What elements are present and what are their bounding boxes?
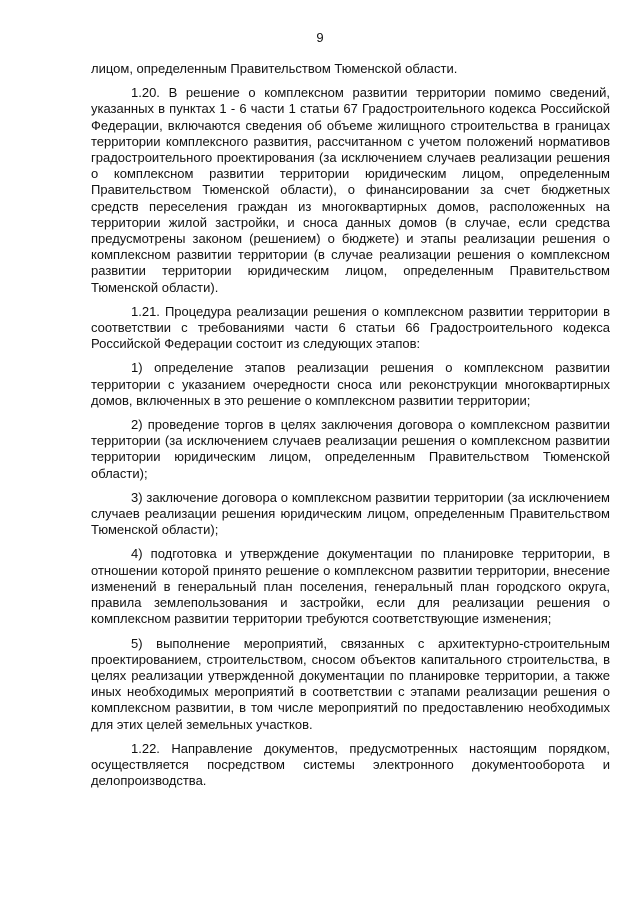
list-item-3: 3) заключение договора о комплексном развитии территории (за исключением случаев реализации решения юридическим лицом, определенным Правительством Тюменской области);	[91, 489, 610, 538]
list-item-1: 1) определение этапов реализации решения о комплексном развитии территории с указанием очередности сноса или реконструкции многоквартирных домов, включенных в это решение о комплексном развитии территории;	[91, 360, 610, 408]
page-number: 9	[316, 30, 324, 45]
list-item-4: 4) подготовка и утверждение документации по планировке территории, в отношении которой принято решение о комплексном развитии территории, внесение изменений в генеральный план поселения, генеральный план городского округа, правила землепользования и застройки, если для реализации решения о комплексном развитии территории требуются соответствующие изменения;	[91, 546, 610, 627]
list-item-5: 5) выполнение мероприятий, связанных с архитектурно-строительным проектированием, строительством, сносом объектов капитального строительства, в целях реализации утвержденной документации по планировке территории, а также иных необходимых мероприятий в соответствии с этапами реализации решения о комплексном развитии, в том числе мероприятий по предоставлению необходимых для этих целей земельных участков.	[91, 635, 610, 732]
paragraph-continuation: лицом, определенным Правительством Тюменской области.	[91, 61, 458, 76]
document-body	[91, 61, 610, 797]
paragraph-1-20: 1.20. В решение о комплексном развитии территории помимо сведений, указанных в пунктах 1 - 6 части 1 статьи 67 Градостроительного кодекса Российской Федерации, включаются сведения об объеме жилищного строительства в границах территории комплексного развития, рассчитанном с учетом положений нормативов градостроительного проектирования (за исключением случаев реализации решения о комплексном развитии территории юридическим лицом, определенным Правительством Тюменской области), о финансировании за счет бюджетных средств переселения граждан из многоквартирных домов, расположенных на территории жилой застройки, и сноса данных домов (в случае, если средства предусмотрены законом (решением) о бюджете) и этапы реализации решения о комплексном развитии территории (в случае реализации решения о комплексном развитии территории юридическим лицом, определенным Правительством Тюменской области).	[91, 85, 610, 295]
paragraph-1-22: 1.22. Направление документов, предусмотренных настоящим порядком, осуществляется посредством системы электронного документооборота и делопроизводства.	[91, 740, 610, 789]
list-item-2: 2) проведение торгов в целях заключения договора о комплексном развитии территории (за исключением случаев реализации решения о комплексном развитии территории юридическим лицом, определенным Правительством Тюменской области);	[91, 417, 610, 481]
paragraph-1-21: 1.21. Процедура реализации решения о комплексном развитии территории в соответствии с требованиями части 6 статьи 66 Градостроительного кодекса Российской Федерации состоит из следующих этапов:	[91, 303, 610, 352]
